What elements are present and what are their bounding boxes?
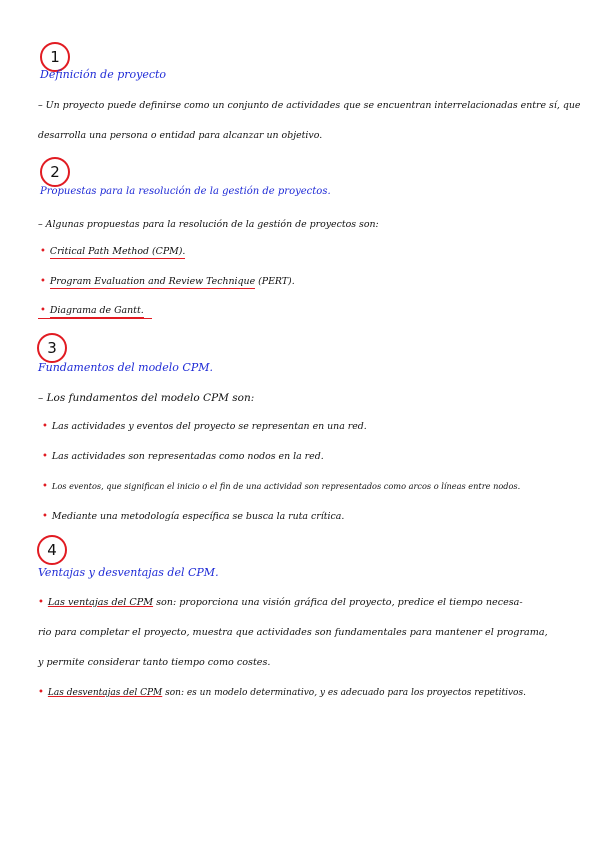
bullet-dot-icon: •	[42, 481, 48, 492]
bullet-dot-icon: •	[40, 246, 46, 257]
section-4-ventajas-line-3: y permite considerar tanto tiempo como costes.	[38, 657, 271, 668]
bullet-dot-icon: •	[40, 276, 46, 287]
section-3-bullet-2	[42, 451, 324, 462]
bullet-text: Las actividades y eventos del proyecto se representan en una red.	[51, 421, 367, 432]
desventajas-lead: Las desventajas del CPM	[47, 688, 163, 698]
section-2-bullet-1	[40, 246, 185, 257]
bullet-dot-icon: •	[40, 305, 46, 316]
bullet-dot-icon: •	[38, 597, 44, 608]
bullet-dot-icon: •	[42, 421, 48, 432]
bullet-text: Las actividades son representadas como nodos en la red.	[51, 451, 324, 462]
section-number-3: 3	[37, 333, 67, 363]
section-3-bullet-4	[42, 511, 344, 522]
bullet-dot-icon: •	[38, 687, 44, 698]
section-number-4: 4	[37, 535, 67, 565]
section-title-1: Definición de proyecto	[40, 68, 167, 81]
section-3-intro: – Los fundamentos del modelo CPM son:	[38, 392, 255, 404]
section-1-line-1: – Un proyecto puede definirse como un conjunto de actividades que se encuentran interrelacionadas entre sí, que	[38, 100, 581, 111]
bullet-dot-icon: •	[42, 451, 48, 462]
bullet-text: Los eventos, que significan el inicio o el fin de una actividad son representados como arcos o líneas entre nodos.	[51, 481, 521, 491]
section-title-3: Fundamentos del modelo CPM.	[38, 361, 213, 374]
section-title-2: Propuestas para la resolución de la gestión de proyectos.	[40, 186, 331, 197]
red-underline-divider	[38, 318, 152, 319]
bullet-text: Critical Path Method (CPM).	[49, 246, 186, 257]
ventajas-text: son: proporciona una visión gráfica del proyecto, predice el tiempo necesa-	[153, 597, 523, 608]
section-2-bullet-3	[40, 305, 144, 316]
section-4-ventajas-line-1	[38, 597, 523, 608]
section-title-4: Ventajas y desventajas del CPM.	[38, 566, 219, 579]
section-3-bullet-1	[42, 421, 367, 432]
section-2-bullet-2	[40, 276, 295, 287]
section-2-intro: – Algunas propuestas para la resolución de la gestión de proyectos son:	[38, 219, 379, 230]
ventajas-lead: Las ventajas del CPM	[47, 597, 154, 608]
section-number-1: 1	[40, 42, 70, 72]
desventajas-text: son: es un modelo determinativo, y es adecuado para los proyectos repetitivos.	[162, 688, 526, 698]
bullet-text-underlined: Program Evaluation and Review Technique	[49, 276, 256, 287]
section-1-line-2: desarrolla una persona o entidad para alcanzar un objetivo.	[38, 130, 323, 141]
section-4-ventajas-line-2: rio para completar el proyecto, muestra que actividades son fundamentales para mantener el programa,	[38, 627, 548, 638]
bullet-text-suffix: (PERT).	[255, 276, 295, 287]
bullet-dot-icon: •	[42, 511, 48, 522]
bullet-text: Mediante una metodología específica se busca la ruta crítica.	[51, 511, 345, 522]
bullet-text: Diagrama de Gantt.	[49, 305, 144, 316]
section-4-desventajas-line	[38, 687, 526, 698]
section-3-bullet-3	[42, 481, 520, 492]
section-number-2: 2	[40, 157, 70, 187]
